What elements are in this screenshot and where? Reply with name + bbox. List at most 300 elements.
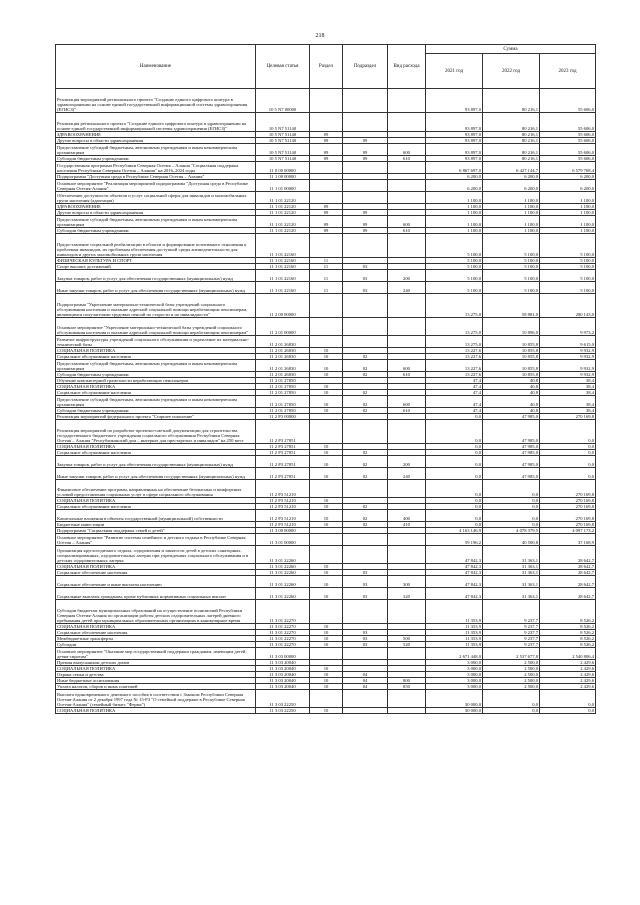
- cell-name: Другие вопросы в области здравоохранения: [56, 138, 256, 144]
- cell-2021: 30 000,0: [426, 708, 483, 714]
- cell-subsection: [343, 648, 388, 660]
- cell-2022: 31 363,1: [483, 576, 540, 588]
- cell-section: [310, 89, 343, 113]
- cell-target: 10 5 N7 00000: [256, 89, 310, 113]
- cell-2022: 1 100,0: [483, 210, 540, 216]
- cell-expense-type: 240: [388, 282, 426, 294]
- cell-subsection: [343, 600, 388, 624]
- cell-name: Социальное обеспечение и иные выплаты населению: [56, 576, 256, 588]
- cell-subsection: 02: [343, 450, 388, 456]
- table-row: [56, 690, 596, 708]
- cell-subsection: 09: [343, 138, 388, 144]
- cell-2021: 13 275,0: [426, 318, 483, 336]
- cell-section: [310, 420, 343, 444]
- table-header-row: [56, 45, 596, 54]
- cell-section: 10: [310, 576, 343, 588]
- page-number: 218: [315, 33, 325, 39]
- cell-2021: 13 275,0: [426, 294, 483, 318]
- cell-2021: 47,4: [426, 396, 483, 408]
- cell-2022: 6 200,0: [483, 180, 540, 192]
- cell-2023: 28 642,7: [540, 546, 596, 564]
- cell-2021: 0,0: [426, 444, 483, 450]
- cell-target: 11 2 P3 27851: [256, 468, 310, 480]
- cell-section: 10: [310, 372, 343, 378]
- cell-name: Премия выпускникам детских домов: [56, 660, 256, 666]
- cell-2023: 8 526,2: [540, 600, 596, 624]
- cell-2023: 8 526,2: [540, 642, 596, 648]
- cell-section: [310, 534, 343, 546]
- table-row: [56, 588, 596, 600]
- cell-name: Бюджетные инвестиции: [56, 522, 256, 528]
- cell-section: 10: [310, 456, 343, 468]
- cell-name: Основное мероприятие "Реализация мероприятий подпрограммы "Доступная среда в Республике Северная Осетия-Алания": [56, 180, 256, 192]
- cell-subsection: 03: [343, 576, 388, 588]
- table-row: [56, 546, 596, 564]
- cell-name: Основное мероприятие "Укрепление материально-технической базы учреждений социального обслуживания населения и оказание адресной социальной помощи неработающим пенсионерам": [56, 318, 256, 336]
- cell-2023: 6 200,0: [540, 174, 596, 180]
- cell-2023: 2 429,6: [540, 666, 596, 672]
- cell-subsection: 04: [343, 684, 388, 690]
- cell-expense-type: 410: [388, 522, 426, 528]
- cell-2022: 80 216,1: [483, 138, 540, 144]
- cell-subsection: 02: [343, 408, 388, 414]
- cell-2021: 11 353,9: [426, 624, 483, 630]
- cell-2022: 40,8: [483, 390, 540, 396]
- cell-2023: 5 100,0: [540, 270, 596, 282]
- cell-2021: 93 897,0: [426, 144, 483, 156]
- cell-2021: 5 100,0: [426, 264, 483, 270]
- cell-2022: 2 500,0: [483, 672, 540, 678]
- cell-2021: 47,4: [426, 384, 483, 390]
- cell-2021: 0,0: [426, 414, 483, 420]
- cell-2022: 10 855,8: [483, 372, 540, 378]
- cell-2022: 2 500,0: [483, 684, 540, 690]
- cell-2023: 270 169,8: [540, 498, 596, 504]
- cell-target: 11 3 01 22270: [256, 600, 310, 624]
- cell-section: 10: [310, 678, 343, 684]
- cell-2023: 28 642,7: [540, 576, 596, 588]
- cell-2022: 1 100,0: [483, 216, 540, 228]
- cell-expense-type: 600: [388, 144, 426, 156]
- table-row: [56, 420, 596, 444]
- budget-table: [55, 44, 596, 714]
- table-row: [56, 534, 596, 546]
- table-row: [56, 600, 596, 624]
- cell-section: [310, 600, 343, 624]
- cell-expense-type: [388, 336, 426, 348]
- cell-2023: 270 169,8: [540, 510, 596, 522]
- cell-name: Закупка товаров, работ и услуг для обеспечения государственных (муниципальных) нужд: [56, 456, 256, 468]
- cell-2023: 38,4: [540, 390, 596, 396]
- cell-subsection: 03: [343, 264, 388, 270]
- cell-2023: 1 100,0: [540, 204, 596, 210]
- cell-2021: 11 353,9: [426, 636, 483, 642]
- cell-section: 09: [310, 156, 343, 162]
- cell-target: 11 2 P3 51210: [256, 504, 310, 510]
- cell-2022: 4 078 379,5: [483, 528, 540, 534]
- cell-2021: 0,0: [426, 450, 483, 456]
- cell-name: Выплата единовременного денежного пособия в соответствии с Законом Республики Северная Осетия-Алания от 2 декабря 1997 года № 15-РЗ "О семейной поддержке в Республике Северная Осетия-Алания" (семейный бизнес "Ферма"): [56, 690, 256, 708]
- cell-target: 11 1 01 22160: [256, 270, 310, 282]
- cell-2023: 8 526,2: [540, 624, 596, 630]
- cell-name: Капитальные вложения в объекты государственной (муниципальной) собственности: [56, 510, 256, 522]
- cell-target: 11 2 01 26830: [256, 336, 310, 348]
- cell-2022: 0,0: [483, 690, 540, 708]
- cell-2021: 0,0: [426, 480, 483, 498]
- cell-2022: 31 363,1: [483, 570, 540, 576]
- cell-expense-type: 610: [388, 228, 426, 234]
- cell-target: 11 1 01 22120: [256, 210, 310, 216]
- cell-2021: 3 000,0: [426, 684, 483, 690]
- cell-2022: 80 216,1: [483, 132, 540, 138]
- cell-section: 10: [310, 684, 343, 690]
- cell-2021: 30 000,0: [426, 690, 483, 708]
- header-subsection: Подраздел: [343, 45, 388, 89]
- cell-2021: 93 897,0: [426, 113, 483, 132]
- cell-2021: 13 227,6: [426, 360, 483, 372]
- cell-subsection: 02: [343, 360, 388, 372]
- cell-expense-type: [388, 708, 426, 714]
- cell-2022: 5 100,0: [483, 264, 540, 270]
- cell-expense-type: 850: [388, 684, 426, 690]
- cell-2021: 1 100,0: [426, 210, 483, 216]
- cell-name: Субсидии: [56, 642, 256, 648]
- cell-target: 11 1 01 22120: [256, 192, 310, 204]
- cell-expense-type: 500: [388, 636, 426, 642]
- cell-2021: 13 227,6: [426, 348, 483, 354]
- cell-section: 10: [310, 630, 343, 636]
- header-expense-type: Вид расхода: [388, 45, 426, 89]
- cell-subsection: 03: [343, 630, 388, 636]
- cell-name: Спорт высших достижений: [56, 264, 256, 270]
- cell-section: 10: [310, 354, 343, 360]
- cell-2022: 1 100,0: [483, 228, 540, 234]
- cell-section: 10: [310, 504, 343, 510]
- cell-2023: 9 932,9: [540, 372, 596, 378]
- cell-2023: 9 973,2: [540, 318, 596, 336]
- cell-section: 10: [310, 360, 343, 372]
- cell-2023: 55 606,0: [540, 113, 596, 132]
- cell-expense-type: 600: [388, 360, 426, 372]
- cell-subsection: [343, 234, 388, 258]
- cell-target: 10 5 N7 51140: [256, 156, 310, 162]
- cell-name: Охрана семьи и детства: [56, 672, 256, 678]
- header-target: Целевая статья: [256, 45, 310, 89]
- cell-name: Предоставление субсидий бюджетным, автономным учреждениям и иным некоммерческим организациям: [56, 396, 256, 408]
- cell-target: 11 1 01 22160: [256, 234, 310, 258]
- cell-name: Субсидии бюджетным учреждениям: [56, 408, 256, 414]
- cell-name: Государственная программа Республики Северная Осетия – Алания "Социальная поддержка населения Республики Северная Осетия – Алания" на 2016–2024 годы: [56, 162, 256, 174]
- cell-2022: 5 100,0: [483, 282, 540, 294]
- cell-2022: 10 855,8: [483, 348, 540, 354]
- cell-2021: 93 897,0: [426, 156, 483, 162]
- cell-expense-type: [388, 180, 426, 192]
- cell-2023: 270 169,8: [540, 480, 596, 498]
- cell-target: 11 1 01 22120: [256, 228, 310, 234]
- cell-2023: 0,0: [540, 444, 596, 450]
- cell-target: 11 2 01 00000: [256, 318, 310, 336]
- cell-2021: 1 100,0: [426, 192, 483, 204]
- cell-2021: 0,0: [426, 504, 483, 510]
- cell-target: 11 2 01 26830: [256, 372, 310, 378]
- cell-subsection: 02: [343, 504, 388, 510]
- header-sum: Сумма: [426, 45, 596, 54]
- cell-2022: 9 237,7: [483, 636, 540, 642]
- cell-target: 11 3 03 22250: [256, 690, 310, 708]
- cell-expense-type: [388, 162, 426, 174]
- cell-2021: 0,0: [426, 522, 483, 528]
- cell-2021: 1 100,0: [426, 228, 483, 234]
- cell-target: 10 5 N7 51140: [256, 144, 310, 156]
- cell-name: Закупка товаров, работ и услуг для обеспечения государственных (муниципальных) нужд: [56, 270, 256, 282]
- cell-section: 10: [310, 666, 343, 672]
- cell-2023: 9 932,9: [540, 348, 596, 354]
- header-year-2021: 2021 год: [426, 54, 483, 89]
- cell-subsection: 02: [343, 522, 388, 528]
- cell-2022: 1 100,0: [483, 192, 540, 204]
- cell-2022: 5 100,0: [483, 270, 540, 282]
- cell-2021: 93 897,0: [426, 132, 483, 138]
- cell-subsection: 02: [343, 456, 388, 468]
- header-year-2023: 2023 год: [540, 54, 596, 89]
- cell-target: 11 3 03 00000: [256, 648, 310, 660]
- cell-2021: 3 000,0: [426, 678, 483, 684]
- cell-target: 11 2 P3 51210: [256, 522, 310, 528]
- cell-2022: 58 881,0: [483, 294, 540, 318]
- table-row: [56, 396, 596, 408]
- cell-name: Социальное обслуживание населения: [56, 390, 256, 396]
- cell-section: 10: [310, 408, 343, 414]
- cell-2022: 80 216,1: [483, 156, 540, 162]
- cell-2022: 40,8: [483, 378, 540, 384]
- cell-2022: 0,0: [483, 498, 540, 504]
- cell-2023: 2 429,6: [540, 660, 596, 666]
- cell-name: Социальное обеспечение населения: [56, 570, 256, 576]
- cell-name: СОЦИАЛЬНАЯ ПОЛИТИКА: [56, 624, 256, 630]
- cell-expense-type: [388, 600, 426, 624]
- cell-name: Социальные выплаты гражданам, кроме публичных нормативных социальных выплат: [56, 588, 256, 600]
- cell-section: 09: [310, 204, 343, 210]
- cell-2021: 47 842,3: [426, 576, 483, 588]
- cell-subsection: [343, 113, 388, 132]
- cell-section: [310, 318, 343, 336]
- cell-expense-type: [388, 192, 426, 204]
- table-row: [56, 192, 596, 204]
- cell-subsection: [343, 192, 388, 204]
- cell-subsection: [343, 162, 388, 174]
- cell-section: 11: [310, 270, 343, 282]
- cell-2021: 0,0: [426, 468, 483, 480]
- table-row: [56, 180, 596, 192]
- cell-2023: 9 615,0: [540, 336, 596, 348]
- cell-target: 11 2 P3 27851: [256, 444, 310, 450]
- cell-target: 11 3 01 00000: [256, 534, 310, 546]
- cell-subsection: 09: [343, 210, 388, 216]
- cell-target: 11 2 01 26830: [256, 348, 310, 354]
- cell-expense-type: [388, 318, 426, 336]
- cell-target: 11 1 00 00000: [256, 174, 310, 180]
- cell-section: [310, 113, 343, 132]
- cell-name: Подпрограмма "Доступная среда в Республике Северная Осетия – Алания": [56, 174, 256, 180]
- table-row: [56, 144, 596, 156]
- cell-2023: 270 169,8: [540, 414, 596, 420]
- cell-2021: 6 867 697,0: [426, 162, 483, 174]
- cell-name: Предоставление субсидий бюджетным, автономным учреждениям и иным некоммерческим организациям: [56, 360, 256, 372]
- cell-target: 11 2 P3 51210: [256, 480, 310, 498]
- cell-2022: 2 500,0: [483, 666, 540, 672]
- cell-subsection: 02: [343, 390, 388, 396]
- table-row: [56, 576, 596, 588]
- cell-2022: 47 985,0: [483, 414, 540, 420]
- cell-section: 09: [310, 132, 343, 138]
- cell-section: 10: [310, 348, 343, 354]
- cell-subsection: [343, 534, 388, 546]
- cell-2022: 10 896,0: [483, 318, 540, 336]
- table-row: [56, 89, 596, 113]
- cell-target: 11 1 01 00000: [256, 180, 310, 192]
- cell-target: 11 2 P3 27851: [256, 420, 310, 444]
- cell-name: Реализация мероприятий регионального проекта "Создание единого цифрового контура в здравоохранении на основе единой государственной информационной системы здравоохранения (ЕГИСЗ)": [56, 89, 256, 113]
- cell-name: СОЦИАЛЬНАЯ ПОЛИТИКА: [56, 498, 256, 504]
- cell-section: 10: [310, 468, 343, 480]
- cell-target: 11 1 01 22160: [256, 282, 310, 294]
- cell-name: СОЦИАЛЬНАЯ ПОЛИТИКА: [56, 708, 256, 714]
- cell-name: Реализация мероприятий по разработке проектно-сметной документации для строительства государственного бюджетного учреждения социального обслуживания Республики Северная Осетия – Алания "Республиканский дом – интернат для престарелых и инвалидов" на 250 мест: [56, 420, 256, 444]
- cell-subsection: 03: [343, 642, 388, 648]
- cell-section: 11: [310, 282, 343, 294]
- cell-section: 10: [310, 570, 343, 576]
- cell-expense-type: [388, 480, 426, 498]
- cell-subsection: [343, 420, 388, 444]
- cell-subsection: [343, 294, 388, 318]
- cell-subsection: 03: [343, 282, 388, 294]
- cell-section: 10: [310, 384, 343, 390]
- cell-2021: 13 227,6: [426, 354, 483, 360]
- cell-subsection: 03: [343, 570, 388, 576]
- cell-name: Другие вопросы в области здравоохранения: [56, 210, 256, 216]
- cell-name: Предоставление социальной реабилитации в области и формирование позитивного отношения к проблемам инвалидов, их проблемам обеспечения доступной среды жизнедеятельности для инвалидов и других маломобильных групп населения: [56, 234, 256, 258]
- cell-section: [310, 192, 343, 204]
- cell-subsection: 09: [343, 156, 388, 162]
- cell-2023: 38,4: [540, 378, 596, 384]
- cell-section: 10: [310, 624, 343, 630]
- cell-section: 10: [310, 498, 343, 504]
- cell-section: 10: [310, 588, 343, 600]
- cell-2021: 47,4: [426, 378, 483, 384]
- table-row: [56, 510, 596, 522]
- cell-subsection: 09: [343, 228, 388, 234]
- cell-2021: 0,0: [426, 420, 483, 444]
- cell-2021: 0,0: [426, 510, 483, 522]
- cell-section: 10: [310, 564, 343, 570]
- cell-2023: 5 100,0: [540, 258, 596, 264]
- cell-subsection: 02: [343, 468, 388, 480]
- cell-name: Уплата налогов, сборов и иных платежей: [56, 684, 256, 690]
- cell-target: 11 1 01 22120: [256, 204, 310, 210]
- cell-2023: 6 200,0: [540, 180, 596, 192]
- cell-2021: 5 100,0: [426, 282, 483, 294]
- cell-section: [310, 480, 343, 498]
- cell-2022: 80 216,1: [483, 144, 540, 156]
- cell-2023: 8 526,2: [540, 636, 596, 642]
- header-year-2022: 2022 год: [483, 54, 540, 89]
- cell-2022: 5 100,0: [483, 258, 540, 264]
- cell-target: 10 5 N7 51140: [256, 138, 310, 144]
- cell-2021: 47,4: [426, 390, 483, 396]
- cell-section: 10: [310, 510, 343, 522]
- cell-2021: 3 000,0: [426, 672, 483, 678]
- cell-target: 11 3 03 22250: [256, 708, 310, 714]
- cell-2023: 37 168,9: [540, 534, 596, 546]
- cell-2021: 1 100,0: [426, 204, 483, 210]
- cell-section: 09: [310, 144, 343, 156]
- cell-expense-type: [388, 690, 426, 708]
- cell-target: 11 3 03 20040: [256, 684, 310, 690]
- cell-expense-type: 610: [388, 156, 426, 162]
- cell-target: 11 2 01 27850: [256, 408, 310, 414]
- cell-section: [310, 690, 343, 708]
- cell-2021: 47 842,3: [426, 570, 483, 576]
- cell-2022: 9 237,7: [483, 642, 540, 648]
- cell-subsection: 03: [343, 636, 388, 642]
- cell-2022: 40,8: [483, 384, 540, 390]
- cell-name: Подпрограмма "Укрепление материально-технической базы учреждений социального обслуживания населения и оказание адресной социальной помощи неработающим пенсионерам, являющимся получателями трудовых пенсий по старости и по инвалидности": [56, 294, 256, 318]
- cell-2022: 9 237,7: [483, 600, 540, 624]
- cell-name: Организация круглогодичного отдыха, оздоровления и занятости детей в детских санаторных, специализированных, оздоровительных лагерях при учреждениях социального обслуживания и в детских оздоровительных лагерях: [56, 546, 256, 564]
- cell-target: 11 3 01 22260: [256, 576, 310, 588]
- cell-2021: 47,4: [426, 408, 483, 414]
- cell-section: 09: [310, 228, 343, 234]
- cell-2021: 11 353,9: [426, 600, 483, 624]
- cell-name: Предоставление субсидий бюджетным, автономным учреждениям и иным некоммерческим организациям: [56, 216, 256, 228]
- cell-2021: 5 100,0: [426, 270, 483, 282]
- cell-2022: 47 985,0: [483, 420, 540, 444]
- cell-2023: 55 606,0: [540, 132, 596, 138]
- cell-2022: 2 500,0: [483, 678, 540, 684]
- cell-subsection: [343, 336, 388, 348]
- cell-section: 10: [310, 396, 343, 408]
- cell-2021: 3 000,0: [426, 660, 483, 666]
- cell-2023: 55 606,0: [540, 138, 596, 144]
- cell-target: 11 2 P3 00000: [256, 414, 310, 420]
- cell-2022: 9 237,7: [483, 624, 540, 630]
- cell-2021: 5 100,0: [426, 234, 483, 258]
- table-row: [56, 113, 596, 132]
- cell-target: 11 3 01 22270: [256, 636, 310, 642]
- cell-section: [310, 162, 343, 174]
- cell-section: [310, 648, 343, 660]
- cell-2023: 38,4: [540, 396, 596, 408]
- cell-2023: 0,0: [540, 450, 596, 456]
- cell-2023: 0,0: [540, 468, 596, 480]
- cell-section: 09: [310, 210, 343, 216]
- cell-2021: 47 842,3: [426, 546, 483, 564]
- cell-name: Обучение компьютерной грамотности неработающих пенсионеров: [56, 378, 256, 384]
- cell-target: 11 2 01 27850: [256, 396, 310, 408]
- cell-subsection: 02: [343, 510, 388, 522]
- cell-2022: 80 216,1: [483, 113, 540, 132]
- cell-section: 10: [310, 642, 343, 648]
- table-row: [56, 480, 596, 498]
- cell-target: 11 2 00 00000: [256, 294, 310, 318]
- cell-2023: 2 540 806,4: [540, 648, 596, 660]
- cell-2021: 5 100,0: [426, 258, 483, 264]
- cell-subsection: [343, 708, 388, 714]
- cell-2023: 0,0: [540, 456, 596, 468]
- cell-2023: 9 932,9: [540, 354, 596, 360]
- cell-section: 09: [310, 138, 343, 144]
- cell-2022: 47 985,0: [483, 444, 540, 450]
